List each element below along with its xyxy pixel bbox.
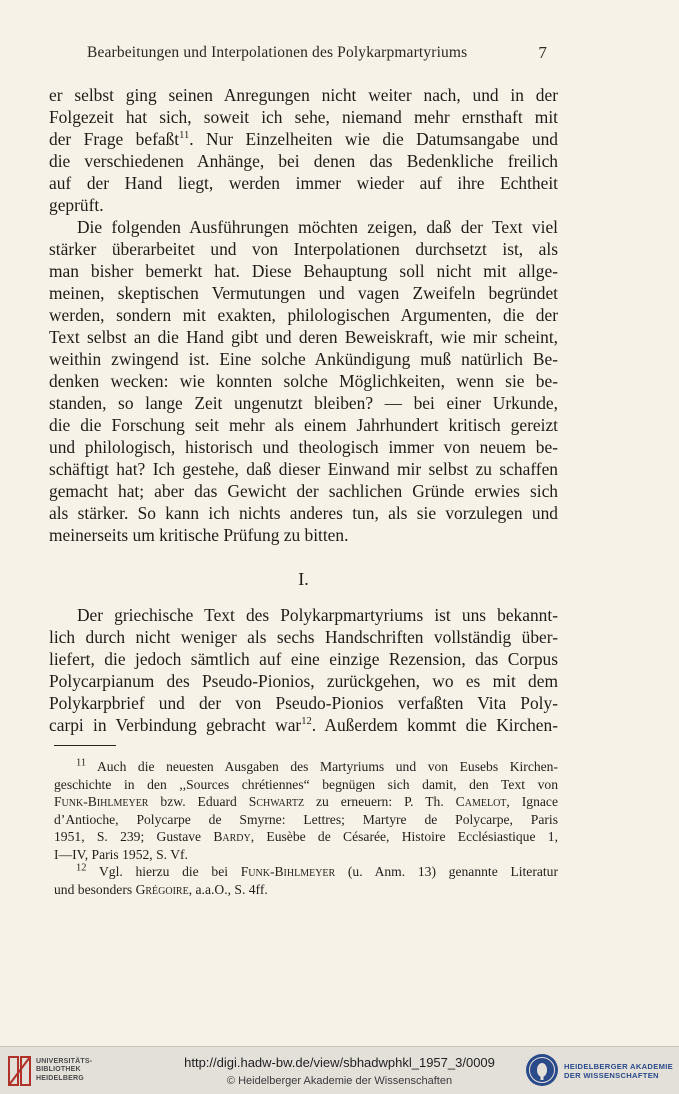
footnote-ref-11[interactable]: 11 — [179, 130, 190, 142]
academy-seal-icon — [524, 1052, 560, 1088]
academy-logo[interactable] — [524, 1052, 674, 1090]
footnote-11-line: I—IV, Paris 1952, S. Vf. — [54, 846, 188, 862]
text-line: die verschiedenen Anhänge, bei denen das Bedenkliche freilich — [49, 151, 558, 171]
running-header — [87, 44, 547, 68]
text-line: standen, so lange Zeit ungenutzt bleiben? — bei einer Urkunde, — [49, 393, 558, 413]
text-line: geprüft. — [49, 195, 104, 215]
running-title: Bearbeitungen und Interpolationen des Polykarpmartyriums — [87, 44, 468, 61]
text-line: man bisher bemerkt hat. Diese Behauptung soll nicht mit allge- — [49, 261, 558, 281]
footnote-11-line: $^{11}$ Auch die neuesten Ausgaben des Martyriums und von Eusebs Kirchen- — [76, 758, 558, 774]
text-line: werden, sondern mit exakten, philologischen Argumenten, die der — [49, 305, 558, 325]
text-line: liefert, die jedoch sämtlich auf eine einzige Rezension, das Corpus — [49, 649, 558, 669]
author-schwartz: Schwartz — [248, 794, 305, 809]
text-line: Polykarpbrief und der von Pseudo-Pionios verfaßten Vita Poly- — [49, 693, 558, 713]
footnote-11-line: Funk-Bihlmeyer bzw. Eduard Schwartz zu erneuern: P. Th. Camelot, Ignace — [54, 794, 558, 809]
text-line: Polycarpianum des Pseudo-Pionios, zurückgehen, wo es mit dem — [49, 671, 558, 691]
author-funk-bihlmeyer: Funk-Bihlmeyer — [240, 864, 336, 879]
text-line: und philologisch, historisch und theologisch immer von neuem be- — [49, 437, 558, 457]
text-line: Die folgenden Ausführungen möchten zeigen, daß der Text viel — [77, 217, 558, 237]
text-line: Text selbst an die Hand gibt und deren Beweiskraft, wie mir scheint, — [49, 327, 558, 347]
text-line: carpi in Verbindung gebracht war$^{12}$. Außerdem kommt die Kirchen- — [49, 715, 558, 735]
text-line: als stärker. So kann ich nichts anderes tun, als sie vorzulegen und — [49, 503, 558, 523]
text-line: gemacht hat; aber das Gewicht der sachlichen Gründe erwies sich — [49, 481, 558, 501]
text-line: stärker überarbeitet und von Interpolationen durchsetzt ist, als — [49, 239, 558, 259]
footnote-number-12: 12 — [76, 863, 87, 874]
footnote-12-line: und besonders Grégoire, a.a.O., S. 4ff. — [54, 881, 268, 897]
text-line: denken wecken: wie konnten solche Möglichkeiten, wenn sie be- — [49, 371, 558, 391]
author-camelot: Camelot — [455, 794, 507, 809]
text-line: der Frage befaßt$^{11}$. Nur Einzelheiten wie die Datumsangabe und — [49, 129, 558, 149]
footnote-divider — [54, 745, 116, 746]
document-url-link[interactable]: http://digi.hadw-bw.de/view/sbhadwphkl_1957_3/0009 — [184, 1055, 495, 1070]
text-line: lich durch nicht weniger als sechs Handschriften vollständig über- — [49, 627, 558, 647]
footnote-number-11: 11 — [76, 758, 87, 769]
footnotes — [54, 758, 558, 898]
text-line: meinen, skeptischen Vermutungen und vagen Zweifeln begründet — [49, 283, 558, 303]
library-logo-text: UNIVERSITÄTS- BIBLIOTHEK HEIDELBERG — [36, 1058, 93, 1082]
text-line: auf der Hand liegt, werden immer wieder auf ihre Echtheit — [49, 173, 558, 193]
text-line: meinerseits um kritische Prüfung zu bitten. — [49, 525, 349, 545]
footnote-12-line: $^{12}$ Vgl. hierzu die bei Funk-Bihlmeyer (u. Anm. 13) genannte Literatur — [76, 863, 558, 879]
section-heading: I. — [298, 569, 309, 589]
text-line: die die Forschung seit mehr als einem Jahrhundert kritisch gereizt — [49, 415, 558, 435]
footnote-ref-12[interactable]: 12 — [301, 716, 312, 728]
footnote-11-line: geschichte in den ,,Sources chrétiennes“ begnügen sich damit, den Text von — [54, 776, 558, 792]
body-text-top — [49, 84, 558, 546]
author-bardy: Bardy — [213, 829, 251, 844]
copyright-notice: © Heidelberger Akademie der Wissenschaften — [226, 1075, 453, 1087]
text-line: schäftigt hat? Ich gestehe, daß dieser Einwand mir selbst zu schaffen — [49, 459, 558, 479]
text-line: Der griechische Text des Polykarpmartyriums ist uns bekannt- — [77, 605, 558, 625]
body-text-bottom — [49, 604, 558, 736]
footnote-11-line: 1951, S. 239; Gustave Bardy, Eusèbe de Césarée, Histoire Ecclésiastique 1, — [54, 829, 558, 844]
text-line: Folgezeit hat sich, soweit ich sehe, niemand mehr ernsthaft mit — [49, 107, 558, 127]
footnote-11-line: d’Antioche, Polycarpe de Smyrne: Lettres; Martyre de Polycarpe, Paris — [54, 811, 558, 827]
academy-logo-text: HEIDELBERGER AKADEMIE DER WISSENSCHAFTEN — [564, 1062, 673, 1081]
page-number: 7 — [538, 43, 547, 62]
viewer-footer — [0, 1046, 679, 1094]
author-gregoire: Grégoire — [135, 881, 189, 897]
text-line: weithin zwingend ist. Eine solche Ankündigung muß natürlich Be- — [49, 349, 558, 369]
text-line: er selbst ging seinen Anregungen nicht weiter nach, und in der — [49, 85, 558, 105]
author-funk-bihlmeyer: Funk-Bihlmeyer — [54, 794, 149, 809]
